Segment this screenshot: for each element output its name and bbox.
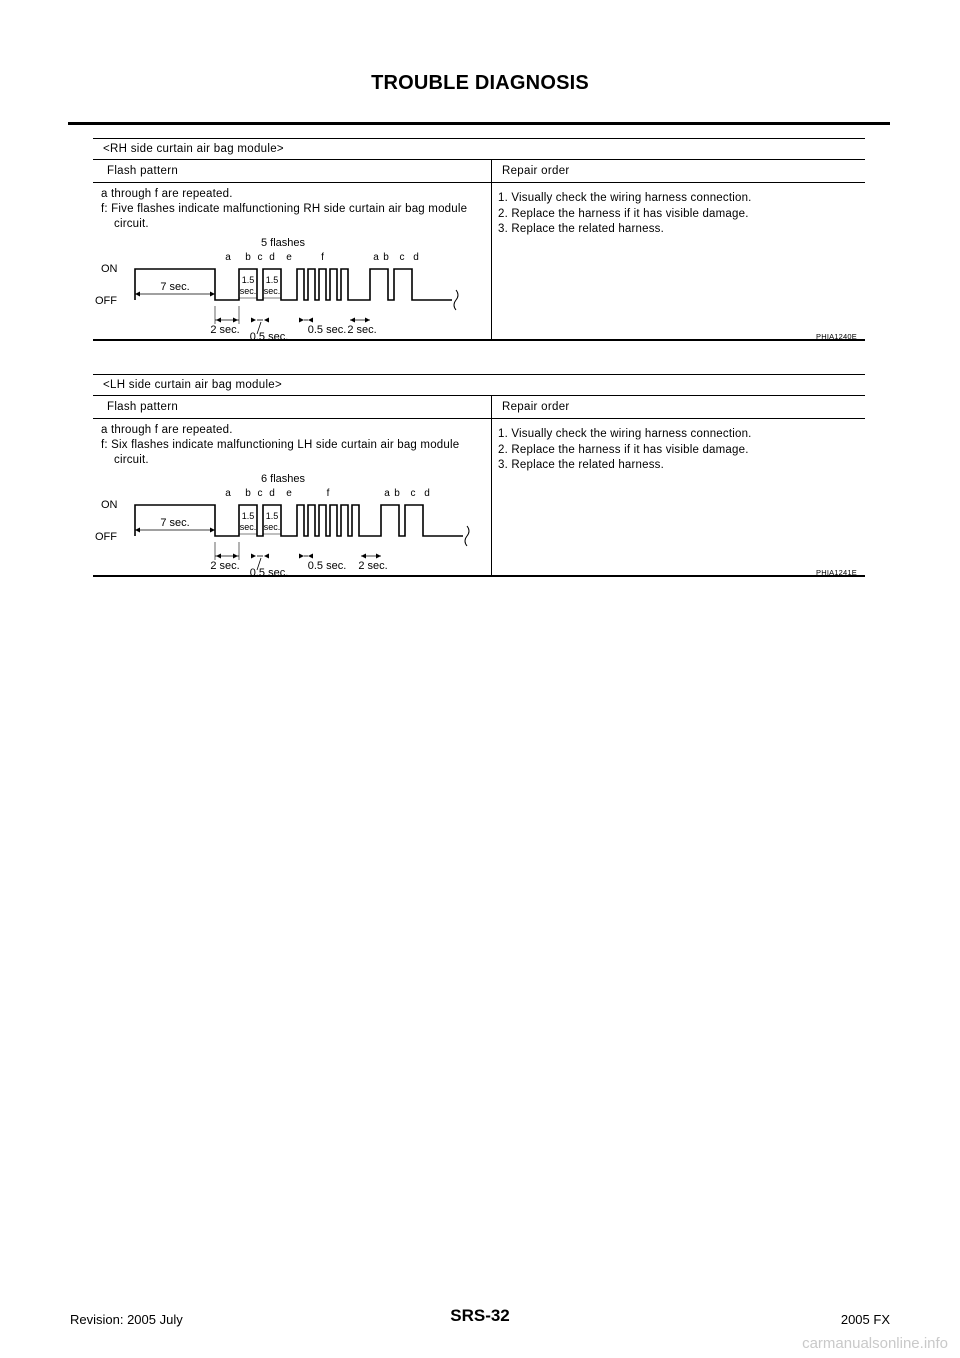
column-divider xyxy=(491,160,492,341)
arrowhead xyxy=(251,554,256,559)
flashes-count-label: 5 flashes xyxy=(260,237,306,249)
phase-letter: d xyxy=(413,252,419,263)
phase-letter: c xyxy=(257,252,263,263)
repair-step: 1. Visually check the wiring harness connection. xyxy=(498,428,752,440)
revision-label: Revision: 2005 July xyxy=(70,1312,183,1327)
phase-letter: c xyxy=(257,488,263,499)
phase-letter: b xyxy=(383,252,389,263)
section-bottom-rule xyxy=(93,339,865,341)
flashes-count-label: 6 flashes xyxy=(260,473,306,485)
lh-section xyxy=(93,374,865,577)
seven-sec-label: 7 sec. xyxy=(160,281,190,293)
arrowhead xyxy=(365,318,370,323)
phase-letter: b xyxy=(245,252,251,263)
arrowhead xyxy=(233,318,238,323)
half-sec-label: 0.5 sec. xyxy=(249,567,289,575)
arrowhead xyxy=(216,318,221,323)
arrowhead xyxy=(376,554,381,559)
arrowhead xyxy=(299,554,304,559)
phase-letter: f xyxy=(321,252,324,263)
arrowhead xyxy=(350,318,355,323)
column-headers xyxy=(93,396,865,419)
off-label: OFF xyxy=(95,531,117,543)
phase-letter: e xyxy=(286,252,292,263)
section-bottom-rule xyxy=(93,575,865,577)
half-sec-flash-label: 0.5 sec. xyxy=(307,324,347,336)
watermark: carmanualsonline.info xyxy=(802,1335,948,1352)
repair-step: 2. Replace the harness if it has visible damage. xyxy=(498,207,749,220)
two-sec-gap-label: 2 sec. xyxy=(358,560,388,572)
break-mark xyxy=(454,290,458,310)
phase-letter: d xyxy=(424,488,430,499)
section-heading-bar xyxy=(93,138,865,160)
arrowhead xyxy=(308,318,313,323)
half-sec-flash-label: 0.5 sec. xyxy=(307,560,347,572)
arrowhead xyxy=(264,318,269,323)
repair-step: 3. Replace the related harness. xyxy=(498,459,665,471)
arrowhead xyxy=(308,554,313,559)
one-five-label: 1.5 xyxy=(241,275,255,285)
description-line: a through f are repeated. xyxy=(101,188,233,200)
one-five-label: 1.5 xyxy=(265,511,279,521)
flash-timing-diagram xyxy=(93,236,491,339)
phase-letter: e xyxy=(286,488,292,499)
rh-section xyxy=(93,138,865,341)
break-mark xyxy=(465,526,469,546)
description-line: f: Six flashes indicate malfunctioning LH side curtain air bag module circuit. xyxy=(101,439,460,466)
flash-pattern-header: Flash pattern xyxy=(107,401,179,413)
timing-svg xyxy=(93,472,491,575)
one-five-label: 1.5 xyxy=(241,511,255,521)
flash-pattern-header: Flash pattern xyxy=(107,165,179,177)
arrowhead xyxy=(233,554,238,559)
description-line: f: Five flashes indicate malfunctioning RH side curtain air bag module circuit. xyxy=(101,203,468,230)
column-divider xyxy=(491,396,492,577)
phase-letter: b xyxy=(394,488,400,499)
section-heading-bar xyxy=(93,374,865,396)
repair-step: 3. Replace the related harness. xyxy=(498,223,665,235)
repair-step: 2. Replace the harness if it has visible damage. xyxy=(498,443,749,456)
one-five-label: 1.5 xyxy=(265,275,279,285)
sec-abbr-label: sec. xyxy=(263,522,281,532)
section-heading: <RH side curtain air bag module> xyxy=(103,143,284,155)
arrowhead xyxy=(361,554,366,559)
sec-abbr-label: sec. xyxy=(239,522,257,532)
description-line: a through f are repeated. xyxy=(101,424,233,436)
on-label: ON xyxy=(101,263,118,275)
page-title: TROUBLE DIAGNOSIS xyxy=(371,72,589,94)
repair-step: 1. Visually check the wiring harness connection. xyxy=(498,192,752,204)
repair-order-header: Repair order xyxy=(502,401,570,413)
two-sec-label: 2 sec. xyxy=(210,324,240,336)
flash-timing-diagram xyxy=(93,472,491,575)
flash-description xyxy=(101,187,486,232)
repair-order-list xyxy=(498,427,858,474)
section-heading: <LH side curtain air bag module> xyxy=(103,379,283,391)
column-headers xyxy=(93,160,865,183)
arrowhead xyxy=(299,318,304,323)
arrowhead xyxy=(216,554,221,559)
phase-letter: d xyxy=(269,252,275,263)
phase-letter: b xyxy=(245,488,251,499)
sec-abbr-label: sec. xyxy=(263,286,281,296)
phase-letter: c xyxy=(399,252,405,263)
model-label: 2005 FX xyxy=(840,1312,890,1327)
phase-letter: a xyxy=(225,488,231,499)
arrowhead xyxy=(264,554,269,559)
phase-letter: d xyxy=(269,488,275,499)
repair-order-header: Repair order xyxy=(502,165,570,177)
phase-letter: a xyxy=(225,252,231,263)
phase-letter: a xyxy=(384,488,390,499)
two-sec-label: 2 sec. xyxy=(210,560,240,572)
flash-description xyxy=(101,423,486,468)
phase-letter: c xyxy=(410,488,416,499)
phase-letter: a xyxy=(373,252,379,263)
figure-id: PHIA1240E xyxy=(816,332,857,341)
page-code: SRS-32 xyxy=(450,1306,510,1325)
arrowhead xyxy=(251,318,256,323)
off-label: OFF xyxy=(95,295,117,307)
seven-sec-label: 7 sec. xyxy=(160,517,190,529)
timing-svg xyxy=(93,236,491,339)
phase-letter: f xyxy=(326,488,330,499)
figure-id: PHIA1241E xyxy=(816,568,857,577)
on-label: ON xyxy=(101,499,118,511)
half-sec-label: 0.5 sec. xyxy=(249,331,289,339)
two-sec-gap-label: 2 sec. xyxy=(347,324,377,336)
repair-order-list xyxy=(498,191,858,238)
sec-abbr-label: sec. xyxy=(239,286,257,296)
title-rule xyxy=(68,122,890,125)
